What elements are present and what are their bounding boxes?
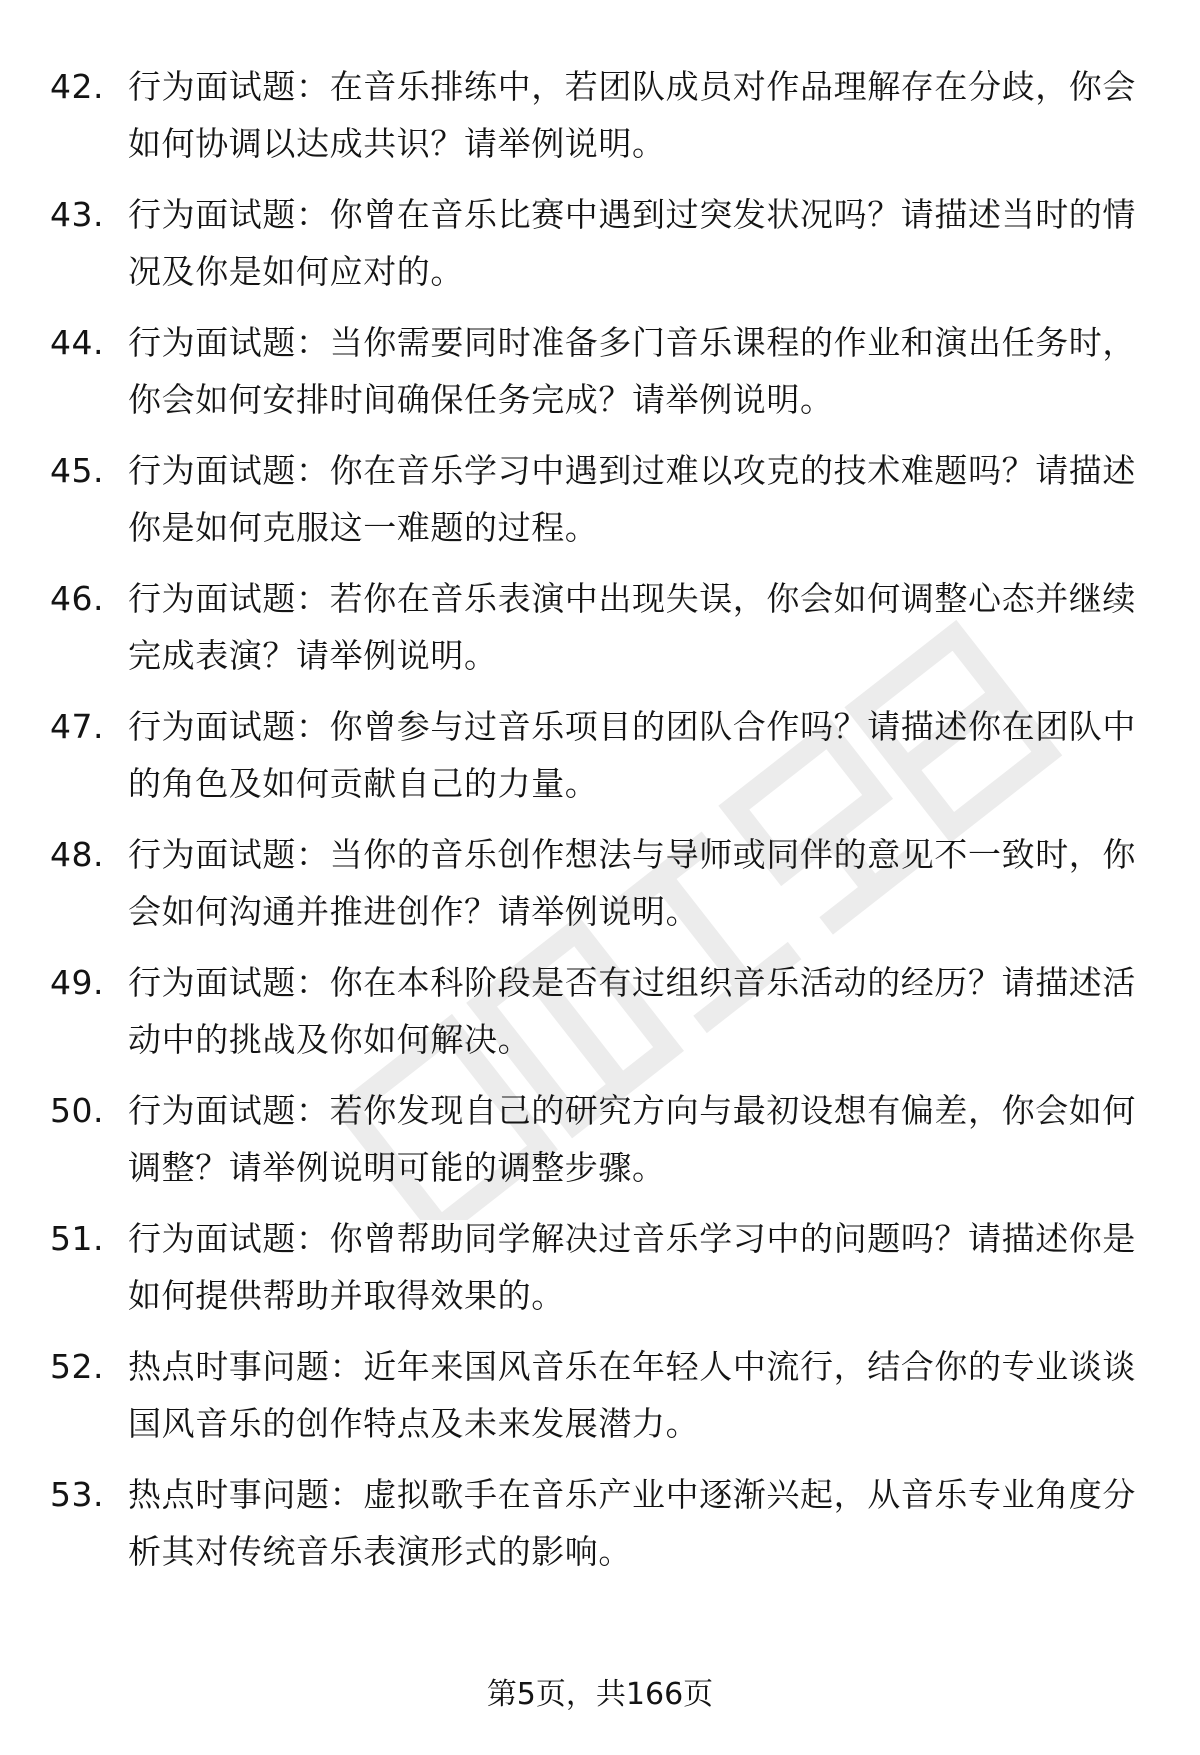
question-item: [50, 1338, 1160, 1466]
question-item: [50, 1466, 1160, 1594]
question-text: 行为面试题：你在音乐学习中遇到过难以攻克的技术难题吗？请描述你是如何克服这一难题的过程。: [128, 451, 1136, 547]
question-number: 49.: [50, 963, 104, 1002]
question-item: [50, 570, 1160, 698]
question-number: 43.: [50, 195, 104, 234]
question-item: [50, 1210, 1160, 1338]
question-text: 热点时事问题：虚拟歌手在音乐产业中逐渐兴起，从音乐专业角度分析其对传统音乐表演形式的影响。: [128, 1475, 1136, 1571]
question-number: 47.: [50, 707, 104, 746]
question-number: 52.: [50, 1347, 104, 1386]
question-number: 48.: [50, 835, 104, 874]
question-text: 行为面试题：当你的音乐创作想法与导师或同伴的意见不一致时，你会如何沟通并推进创作？请举例说明。: [128, 835, 1136, 931]
question-text: 行为面试题：若你发现自己的研究方向与最初设想有偏差，你会如何调整？请举例说明可能的调整步骤。: [128, 1091, 1136, 1187]
question-item: [50, 698, 1160, 826]
question-text: 行为面试题：当你需要同时准备多门音乐课程的作业和演出任务时，你会如何安排时间确保任务完成？请举例说明。: [128, 323, 1136, 419]
question-text: 行为面试题：你曾参与过音乐项目的团队合作吗？请描述你在团队中的角色及如何贡献自己的力量。: [128, 707, 1136, 803]
question-text: 行为面试题：你曾在音乐比赛中遇到过突发状况吗？请描述当时的情况及你是如何应对的。: [128, 195, 1136, 291]
question-number: 44.: [50, 323, 104, 362]
question-text: 行为面试题：你曾帮助同学解决过音乐学习中的问题吗？请描述你是如何提供帮助并取得效果的。: [128, 1219, 1136, 1315]
question-item: [50, 314, 1160, 442]
question-number: 42.: [50, 67, 104, 106]
question-list: [50, 58, 1160, 1594]
page-number-footer: 第5页，共166页: [486, 1677, 714, 1712]
question-item: [50, 1082, 1160, 1210]
question-number: 50.: [50, 1091, 104, 1130]
question-item: [50, 954, 1160, 1082]
question-number: 53.: [50, 1475, 104, 1514]
question-number: 46.: [50, 579, 104, 618]
question-text: 热点时事问题：近年来国风音乐在年轻人中流行，结合你的专业谈谈国风音乐的创作特点及未来发展潜力。: [128, 1347, 1136, 1443]
question-item: [50, 826, 1160, 954]
question-number: 51.: [50, 1219, 104, 1258]
question-item: [50, 186, 1160, 314]
question-text: 行为面试题：若你在音乐表演中出现失误，你会如何调整心态并继续完成表演？请举例说明。: [128, 579, 1136, 675]
question-item: [50, 58, 1160, 186]
question-number: 45.: [50, 451, 104, 490]
question-text: 行为面试题：在音乐排练中，若团队成员对作品理解存在分歧，你会如何协调以达成共识？请举例说明。: [128, 67, 1136, 163]
question-text: 行为面试题：你在本科阶段是否有过组织音乐活动的经历？请描述活动中的挑战及你如何解决。: [128, 963, 1136, 1059]
question-item: [50, 442, 1160, 570]
